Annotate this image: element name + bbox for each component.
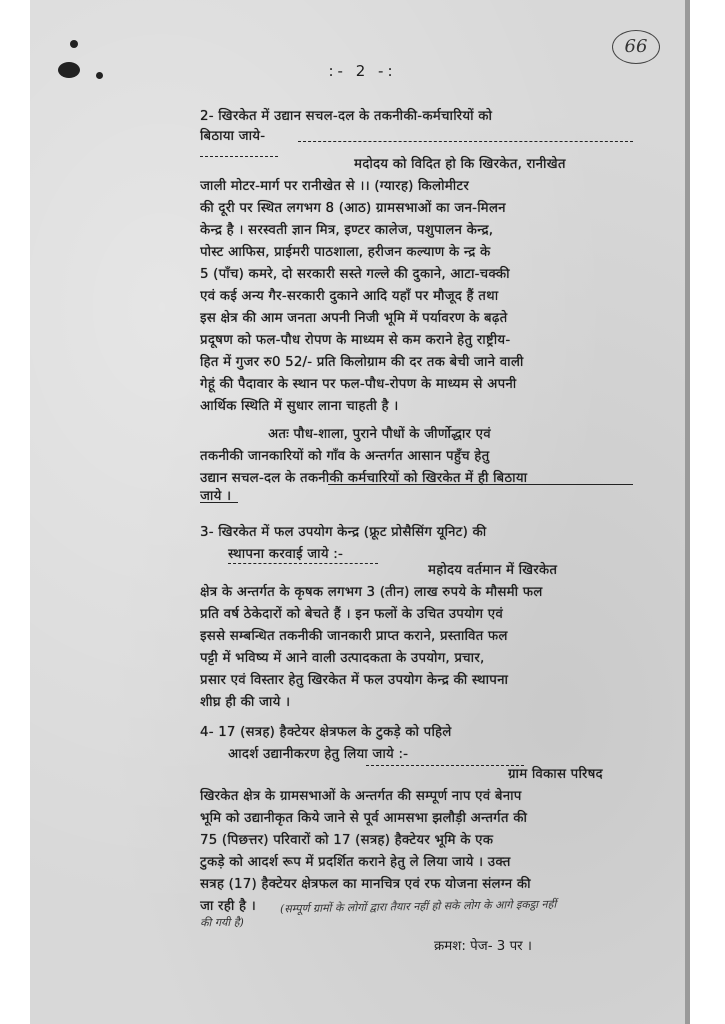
continued-on-next-page: क्रमश: पेज- 3 पर । xyxy=(434,939,532,954)
section2-line-9: प्रदूषण को फल-पौध रोपण के माध्यम से कम कराने हेतु राष्ट्रीय- xyxy=(200,333,511,348)
section3-heading-2: स्थापना करवाई जाये :- xyxy=(228,547,344,562)
section3-line-7: शीघ्र ही की जाये । xyxy=(200,695,291,710)
section2-para2-line-3: उद्यान सचल-दल के तकनीकी कर्मचारियों को खिरकेत में ही बिठाया xyxy=(200,471,528,486)
section2-line-8: इस क्षेत्र की आम जनता अपनी निजी भूमि में पर्यावरण के बढ़ते xyxy=(200,311,508,326)
section2-heading-2: बिठाया जाये- xyxy=(200,129,266,144)
section2-para2-line-2: तकनीकी जानकारियों को गाँव के अन्तर्गत आसान पहुँच हेतु xyxy=(200,449,490,464)
section4-line-1: ग्राम विकास परिषद xyxy=(508,767,603,782)
section2-line-12: आर्थिक स्थिति में सुधार लाना चाहती है । xyxy=(200,399,399,414)
section3-heading-1: 3- खिरकेत में फल उपयोग केन्द्र (फ्रूट प्रोसैसिंग यूनिट) की xyxy=(200,525,487,540)
section2-line-5: पोस्ट आफिस, प्राईमरी पाठशाला, हरीजन कल्याण के न्द्र के xyxy=(200,245,491,260)
section2-line-4: केन्द्र है । सरस्वती ज्ञान मित्र, इण्टर कालेज, पशुपालन केन्द्र, xyxy=(200,223,494,238)
page-header: :- 2 -: xyxy=(328,62,397,80)
section3-line-6: प्रसार एवं विस्तार हेतु खिरकेत में फल उपयोग केन्द्र की स्थापना xyxy=(200,673,509,688)
ink-blot-2 xyxy=(70,40,78,48)
section4-heading-1: 4- 17 (सत्रह) हैक्टेयर क्षेत्रफल के टुकड़े को पहिले xyxy=(200,725,452,740)
section4-line-7: जा रही है । xyxy=(200,899,257,914)
section4-heading-underline xyxy=(366,765,524,766)
handwritten-note-line-2: की गयी है) xyxy=(199,915,244,930)
section2-line-6: 5 (पाँच) कमरे, दो सरकारी सस्ते गल्ले की दुकाने, आटा-चक्की xyxy=(200,267,510,282)
sheet-edge xyxy=(685,0,690,1024)
section4-line-6: सत्रह (17) हैक्टेयर क्षेत्रफल का मानचित्र एवं रफ योजना संलग्न की xyxy=(200,877,531,892)
section2-line-10: हित में गुजर रु0 52/- प्रति किलोग्राम की दर तक बेची जाने वाली xyxy=(200,355,524,370)
section3-line-4: इससे सम्बन्धित तकनीकी जानकारी प्राप्त कराने, प्रस्तावित फल xyxy=(200,629,508,644)
section3-line-5: पट्टी में भविष्य में आने वाली उत्पादकता के उपयोग, प्रचार, xyxy=(200,651,485,666)
section4-line-3: भूमि को उद्यानीकृत किये जाने से पूर्व आमसभा झलौड़ी अन्तर्गत की xyxy=(200,811,528,826)
section4-line-2: खिरकेत क्षेत्र के ग्रामसभाओं के अन्तर्गत की सम्पूर्ण नाप एवं बेनाप xyxy=(200,789,522,804)
section2-para2-underline xyxy=(328,484,633,485)
section4-line-4: 75 (पिछत्तर) परिवारों को 17 (सत्रह) हैक्टेयर भूमि के एक xyxy=(200,833,494,848)
section2-heading-underline xyxy=(298,141,633,142)
section3-heading-underline xyxy=(228,563,378,564)
handwritten-note-line-1: (सम्पूर्ण ग्रामों के लोगों द्वारा तैयार नहीं हो सके लोग के आगे इकट्ठा नहीं xyxy=(279,897,557,916)
handwritten-page-number: 66 xyxy=(612,30,660,64)
section2-line-2: जाली मोटर-मार्ग पर रानीखेत से ।। (ग्यारह) किलोमीटर xyxy=(200,179,470,194)
section4-heading-2: आदर्श उद्यानीकरण हेतु लिया जाये :- xyxy=(228,747,409,762)
section4-line-5: टुकड़े को आदर्श रूप में प्रदर्शित कराने हेतु ले लिया जाये । उक्त xyxy=(200,855,511,870)
section2-line-3: की दूरी पर स्थित लगभग 8 (आठ) ग्रामसभाओं का जन-मिलन xyxy=(200,201,506,216)
section2-line-1: मदोदय को विदित हो कि खिरकेत, रानीखेत xyxy=(354,157,566,172)
section2-heading-1: 2- खिरकेत में उद्यान सचल-दल के तकनीकी-कर्मचारियों को xyxy=(200,109,493,124)
section2-para2-line-4: जाये । xyxy=(200,489,232,504)
section2-line-11: गेहूं की पैदावार के स्थान पर फल-पौध-रोपण के माध्यम से अपनी xyxy=(200,377,517,392)
section2-heading-underline-left xyxy=(200,156,278,157)
section3-line-1: महोदय वर्तमान में खिरकेत xyxy=(428,563,558,578)
section2-line-7: एवं कई अन्य गैर-सरकारी दुकाने आदि यहाँ पर मौजूद हैं तथा xyxy=(200,289,499,304)
section3-line-3: प्रति वर्ष ठेकेदारों को बेचते हैं । इन फलों के उचित उपयोग एवं xyxy=(200,607,503,622)
section2-para2-underline-2 xyxy=(200,502,238,503)
section2-para2-line-1: अतः पौध-शाला, पुराने पौधों के जीर्णोद्धार एवं xyxy=(268,427,491,442)
section3-line-2: क्षेत्र के अन्तर्गत के कृषक लगभग 3 (तीन) लाख रुपये के मौसमी फल xyxy=(200,585,543,600)
